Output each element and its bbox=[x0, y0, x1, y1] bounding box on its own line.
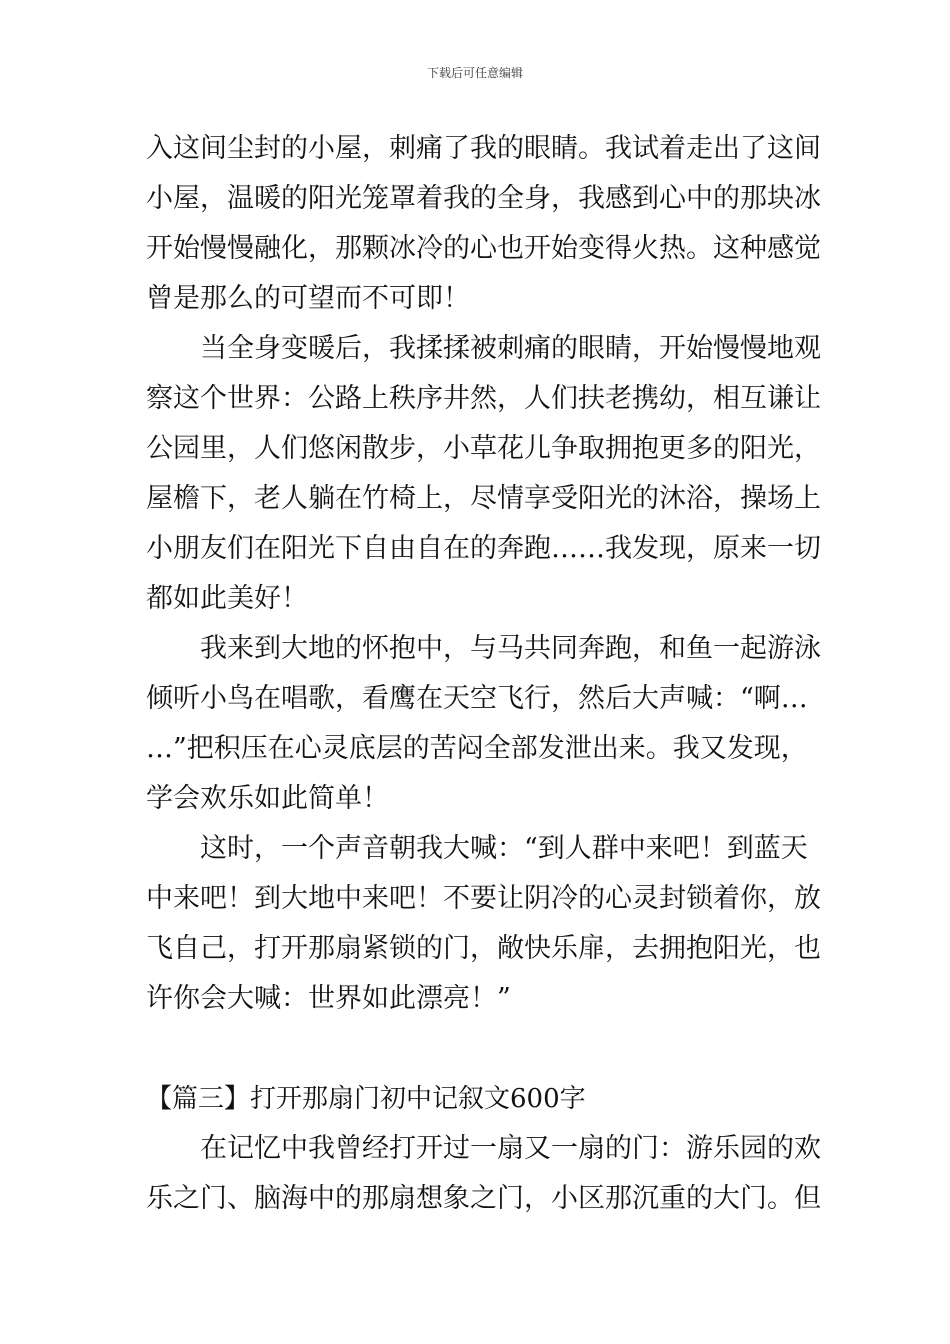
section-title: 【篇三】打开那扇门初中记叙文600字 bbox=[146, 1084, 586, 1114]
paragraph-line: 倾听小鸟在唱歌，看鹰在天空飞行，然后大声喊：“啊… bbox=[146, 683, 808, 714]
paragraph-line: 乐之门、脑海中的那扇想象之门，小区那沉重的大门。但 bbox=[146, 1183, 821, 1214]
paragraph-line: 曾是那么的可望而不可即！ bbox=[146, 283, 470, 314]
paragraph-line: 飞自己，打开那扇紧锁的门，敞快乐扉，去拥抱阳光，也 bbox=[146, 933, 821, 964]
paragraph-line: 学会欢乐如此简单！ bbox=[146, 783, 389, 814]
paragraph-3 bbox=[146, 624, 821, 824]
paragraph-line: 当全身变暖后，我揉揉被刺痛的眼睛，开始慢慢地观 bbox=[200, 333, 821, 364]
section-paragraph bbox=[146, 1124, 821, 1224]
paragraph-2 bbox=[146, 324, 821, 624]
paragraph-line: 都如此美好！ bbox=[146, 583, 308, 614]
paragraph-line: 小朋友们在阳光下自由自在的奔跑……我发现，原来一切 bbox=[146, 533, 821, 564]
paragraph-line: 开始慢慢融化，那颗冰冷的心也开始变得火热。这种感觉 bbox=[146, 233, 821, 264]
paragraph-1 bbox=[146, 124, 821, 324]
body-text bbox=[146, 124, 821, 1224]
paragraph-line: 察这个世界：公路上秩序井然，人们扶老携幼，相互谦让 bbox=[146, 383, 821, 414]
paragraph-line: …”把积压在心灵底层的苦闷全部发泄出来。我又发现， bbox=[146, 733, 808, 764]
paragraph-4 bbox=[146, 824, 821, 1024]
paragraph-line: 我来到大地的怀抱中，与马共同奔跑，和鱼一起游泳 bbox=[200, 633, 821, 664]
paragraph-line: 在记忆中我曾经打开过一扇又一扇的门：游乐园的欢 bbox=[200, 1133, 821, 1164]
paragraph-line: 入这间尘封的小屋，刺痛了我的眼睛。我试着走出了这间 bbox=[146, 133, 821, 164]
section-spacer bbox=[146, 1024, 806, 1074]
paragraph-line: 公园里，人们悠闲散步，小草花儿争取拥抱更多的阳光， bbox=[146, 433, 821, 464]
paragraph-line: 小屋，温暖的阳光笼罩着我的全身，我感到心中的那块冰 bbox=[146, 183, 821, 214]
paragraph-line: 这时，一个声音朝我大喊：“到人群中来吧！到蓝天 bbox=[200, 833, 808, 864]
header-note: 下载后可任意编辑 bbox=[426, 66, 523, 80]
paragraph-line: 屋檐下，老人躺在竹椅上，尽情享受阳光的沐浴，操场上 bbox=[146, 483, 821, 514]
paragraph-line: 中来吧！到大地中来吧！不要让阴冷的心灵封锁着你，放 bbox=[146, 883, 821, 914]
paragraph-line: 许你会大喊：世界如此漂亮！” bbox=[146, 983, 511, 1014]
